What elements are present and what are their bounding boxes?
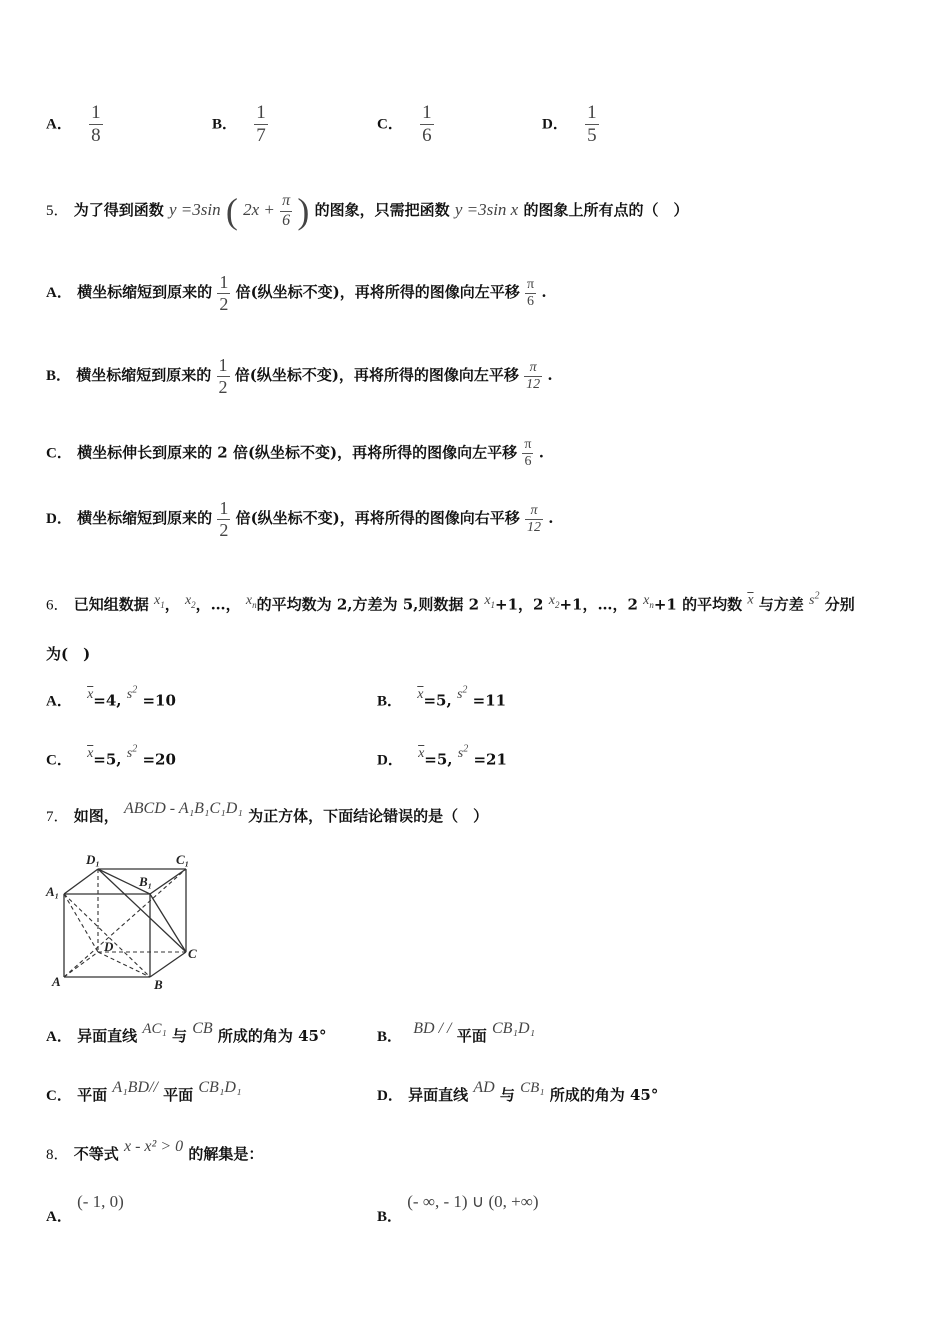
fraction: $\frac{1}{8}$	[91, 102, 101, 146]
mean-xbar: $\overline{x}$	[417, 686, 424, 702]
question-text: 为正方体，下面结论错误的是（ ）	[248, 807, 489, 825]
mean-xbar: $\overline{x}$	[87, 745, 94, 761]
period: .	[547, 366, 553, 385]
math-expr: CB	[192, 1020, 213, 1037]
question-text: 不等式	[73, 1145, 119, 1163]
math-expr: BD / /	[413, 1020, 452, 1037]
question-number: 6．	[46, 597, 69, 614]
edge-a1d	[64, 894, 98, 952]
option-label: B．	[377, 1209, 403, 1225]
option-text: 所成的角为 45°	[217, 1027, 327, 1045]
edge-b1c1	[150, 869, 186, 894]
q8-option-a	[46, 1192, 124, 1226]
mean-value: =5,	[93, 750, 122, 769]
pi-fraction: $\frac{\pi}{12}$	[526, 359, 541, 392]
mean-xbar: $\overline{x}$	[87, 686, 94, 702]
q6-option-a	[46, 684, 176, 711]
mean-xbar: $\overline{x}$	[418, 745, 425, 761]
q5-option-d	[46, 498, 553, 540]
option-text: 倍(纵坐标不变)，再将所得的图像向右平移	[235, 509, 520, 528]
q4-option-a	[46, 102, 103, 147]
option-label: A．	[46, 116, 72, 133]
variance-value: =20	[142, 750, 176, 769]
vertex-d1: D₁	[86, 852, 100, 867]
math-expr: AC₁	[142, 1021, 167, 1037]
vertex-d: D	[104, 939, 114, 954]
option-text: 横坐标伸长到原来的 2 倍(纵坐标不变)，再将所得的图像向左平移	[77, 443, 518, 462]
pi-fraction: $\frac{\pi}{6}$	[524, 437, 532, 470]
var-xn: $x_n$	[245, 592, 257, 610]
period: .	[548, 509, 554, 528]
question-text: 分别	[824, 595, 855, 614]
vertex-b1: B₁	[139, 874, 153, 889]
fraction: $\frac{1}{7}$	[256, 102, 266, 146]
fraction: $\frac{1}{2}$	[218, 355, 228, 397]
option-label: C．	[46, 752, 72, 769]
option-text: 平面	[163, 1086, 194, 1104]
inequality: x - x² > 0	[124, 1138, 184, 1155]
var-x1-b: $x_1$	[484, 592, 496, 610]
question-text: 与方差	[758, 595, 804, 614]
option-text: 平面	[456, 1027, 487, 1045]
option-label: C．	[46, 445, 72, 462]
option-label: A．	[46, 1209, 72, 1225]
q5-option-b	[46, 355, 553, 397]
function-arg: 2x +	[243, 200, 275, 219]
var-x2: $x_2$	[184, 592, 196, 610]
q5-stem	[46, 190, 688, 232]
q7-option-a	[46, 1020, 327, 1046]
var-xn-b: $x_n$	[643, 592, 654, 610]
cube-name: ABCD - A₁B₁C₁D₁	[124, 800, 243, 817]
vertex-c: C	[188, 946, 197, 961]
question-text: 为了得到函数	[73, 201, 164, 219]
q4-option-c	[377, 102, 434, 147]
question-text: 为( )	[46, 645, 91, 663]
variance-value: =21	[473, 750, 507, 769]
fraction: $\frac{1}{5}$	[587, 102, 597, 146]
vertex-a: A	[52, 974, 61, 989]
math-expr: CB₁D₁	[198, 1079, 242, 1096]
option-label: B．	[377, 1029, 403, 1045]
q5-option-c	[46, 437, 544, 470]
variance-s2: $s^2$	[457, 743, 469, 761]
ellipsis: ，…，	[195, 595, 241, 614]
fraction: $\frac{1}{6}$	[422, 102, 432, 146]
cube-figure	[44, 850, 204, 992]
option-label: D．	[377, 752, 403, 769]
mean-value: =5,	[423, 691, 452, 710]
option-text: 横坐标缩短到原来的	[76, 366, 212, 385]
edge-bc	[150, 952, 186, 977]
fraction: $\frac{1}{2}$	[219, 498, 229, 540]
vertex-a1: A₁	[46, 884, 60, 899]
edge-a1d1	[64, 869, 98, 894]
option-label: C．	[46, 1088, 72, 1104]
q6-stem-line2	[46, 643, 90, 664]
question-text: 已知组数据	[73, 595, 149, 614]
function-y: y =3sin	[169, 200, 221, 219]
pi-fraction: $\frac{\pi}{12}$	[527, 502, 541, 535]
option-text: 异面直线	[77, 1027, 138, 1045]
q7-option-b	[377, 1020, 535, 1046]
mean-xbar: $\overline{x}$	[747, 592, 754, 608]
question-text: +1，2	[495, 595, 544, 614]
q4-option-b	[212, 102, 268, 147]
q5-option-a	[46, 272, 547, 314]
variance-s2: $s^2$	[126, 743, 138, 761]
option-label: B．	[46, 368, 72, 385]
q8-stem	[46, 1138, 263, 1164]
solution-set: (- ∞, - 1) ∪ (0, +∞)	[407, 1192, 539, 1211]
math-expr: AD	[473, 1079, 495, 1096]
q7-option-d	[377, 1079, 658, 1105]
question-number: 7．	[46, 809, 69, 825]
option-text: 横坐标缩短到原来的	[77, 283, 213, 302]
edge-ad	[64, 952, 98, 977]
math-expr: A₁BD//	[112, 1079, 158, 1096]
option-text: 与	[499, 1086, 515, 1104]
period: .	[538, 443, 544, 462]
variance-value: =11	[472, 691, 507, 710]
option-text: 平面	[77, 1086, 108, 1104]
fraction: $\frac{1}{2}$	[219, 272, 229, 314]
question-text: 的图象上所有点的（ ）	[523, 201, 689, 219]
q7-stem	[46, 800, 488, 826]
variance-s2: $s^2$	[126, 684, 138, 702]
math-expr: CB₁D₁	[491, 1020, 536, 1037]
var-x1: $x_1$	[154, 592, 165, 610]
function-y2: y =3sin x	[454, 200, 519, 219]
question-text: 的平均数为 2,方差为 5,则数据 2	[256, 595, 480, 614]
option-label: B．	[377, 693, 403, 710]
option-text: 所成的角为 45°	[549, 1086, 659, 1104]
option-text: 倍(纵坐标不变)，再将所得的图像向左平移	[234, 366, 519, 385]
math-expr: CB₁	[520, 1080, 545, 1096]
var-x2-b: $x_2$	[548, 592, 560, 610]
option-text: 与	[171, 1027, 187, 1045]
pi-fraction: $\frac{\pi}{6}$	[527, 276, 535, 309]
paren-open: (	[225, 191, 238, 231]
option-label: C．	[377, 116, 403, 133]
edge-db	[98, 952, 150, 977]
option-label: B．	[212, 116, 238, 133]
q8-option-b	[377, 1192, 539, 1226]
option-text: 异面直线	[408, 1086, 469, 1104]
variance-s2: $s^2$	[809, 590, 820, 608]
option-label: A．	[46, 1029, 72, 1045]
vertex-b: B	[154, 977, 163, 992]
question-number: 5．	[46, 203, 69, 219]
q6-option-d	[377, 743, 507, 770]
variance-s2: $s^2$	[456, 684, 468, 702]
question-text: 的图象，只需把函数	[314, 201, 450, 219]
question-text: 如图，	[73, 807, 119, 825]
period: .	[541, 283, 547, 302]
mean-value: =5,	[424, 750, 453, 769]
solution-set: (- 1, 0)	[77, 1192, 124, 1211]
option-label: A．	[46, 693, 72, 710]
q7-option-c	[46, 1079, 242, 1105]
question-text: 的解集是：	[188, 1145, 264, 1163]
q6-stem: 6． 已知组数据 $x_1$， $x_2$，…， $x_n$的平均数为 2,方差为 5,则数据 2 $x_1+1$，2 $x_2+1$，…，2 $x_n+1$ 的平均数 $\overline{x}$ 与方差 $s^2$ 分别	[46, 590, 855, 614]
question-text: +1，…，2	[559, 595, 638, 614]
option-label: D．	[46, 511, 72, 528]
option-text: 横坐标缩短到原来的	[77, 509, 213, 528]
question-text: +1 的平均数	[653, 595, 743, 614]
option-text: 倍(纵坐标不变)，再将所得的图像向左平移	[235, 283, 520, 302]
vertex-c1: C₁	[176, 852, 190, 867]
q4-option-d	[542, 102, 599, 147]
option-label: A．	[46, 285, 72, 302]
option-label: D．	[542, 116, 568, 133]
option-label: D．	[377, 1088, 403, 1104]
mean-value: =4,	[93, 691, 122, 710]
paren-close: )	[297, 191, 310, 231]
q6-option-c	[46, 743, 176, 770]
variance-value: =10	[142, 691, 176, 710]
question-number: 8．	[46, 1147, 69, 1163]
q6-option-b	[377, 684, 506, 711]
pi-fraction: $\frac{\pi}{6}$	[282, 192, 291, 229]
